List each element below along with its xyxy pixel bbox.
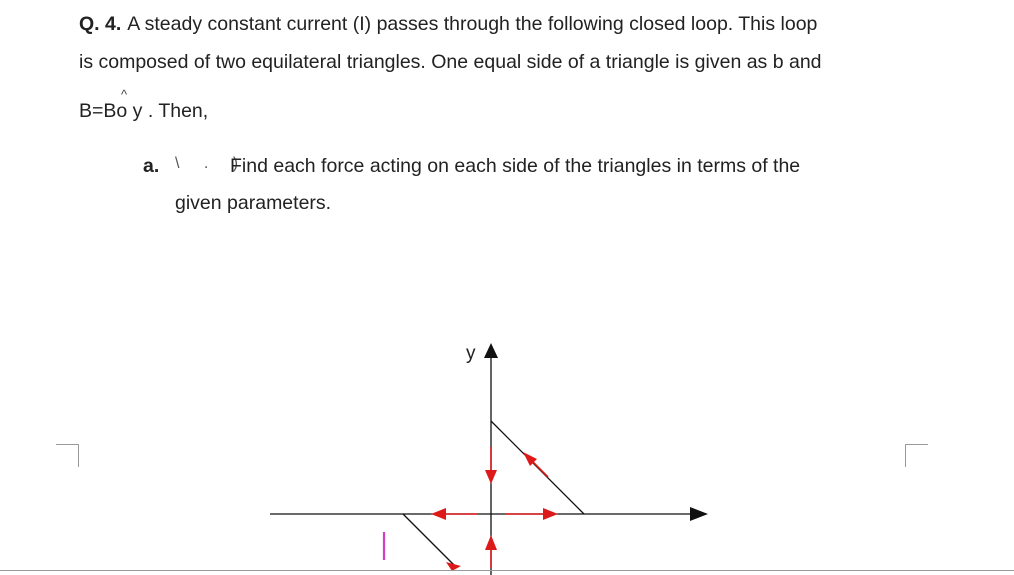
lower-triangle-slant-side <box>403 514 455 566</box>
field-expression-prefix: B=Bo <box>79 100 128 122</box>
x-axis-arrowhead <box>690 507 708 521</box>
page-bottom-edge <box>0 570 1014 571</box>
current-arrow-up-left-shaft <box>530 459 548 477</box>
subquestion-text-1: Find each force acting on each side of the triangles in terms of the <box>230 155 801 177</box>
question-text-1: A steady constant current (I) passes through the following closed loop. This loop <box>127 13 818 35</box>
subquestion-text-2: given parameters. <box>175 192 332 214</box>
question-text-2: is composed of two equilateral triangles. One equal side of a triangle is given as b and <box>79 51 822 73</box>
subquestion-label: a. <box>143 155 160 177</box>
current-arrow-right <box>543 508 558 520</box>
current-arrow-up <box>485 535 497 550</box>
current-arrow-down <box>485 470 497 484</box>
unit-vector-hat: ^ <box>121 87 128 102</box>
current-arrow-left <box>431 508 446 520</box>
subquestion-marks: \ . ) <box>175 155 249 172</box>
y-axis-label: y <box>466 343 476 364</box>
question-number: Q. 4. <box>79 13 122 35</box>
field-expression-suffix: y . Then, <box>127 100 209 122</box>
y-axis-arrowhead <box>484 343 498 358</box>
